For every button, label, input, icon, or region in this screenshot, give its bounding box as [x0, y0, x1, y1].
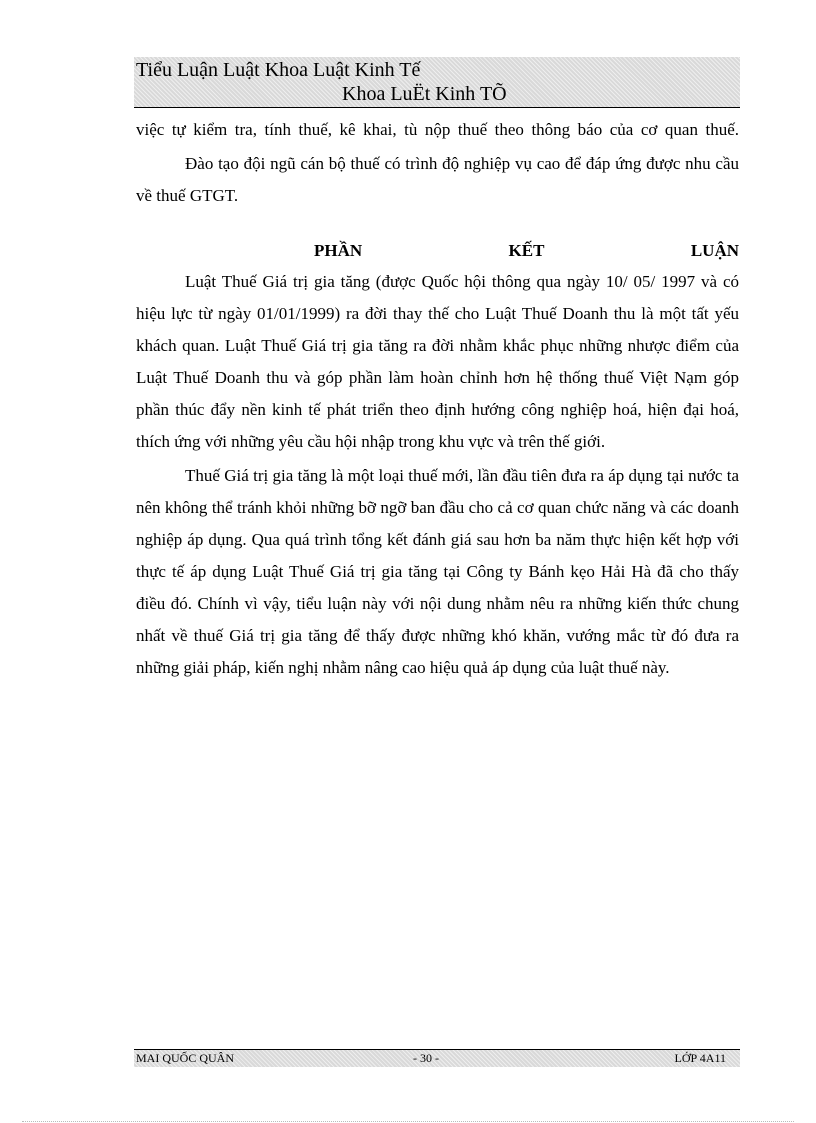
document-body: [136, 114, 739, 684]
paragraph-conclusion-1: Luật Thuế Giá trị gia tăng (được Quốc hội thông qua ngày 10/ 05/ 1997 và có hiệu lực từ ngày 01/01/1999) ra đời thay thế cho Luật Thuế Doanh thu là một tất yếu khách quan. Luật Thuế Giá trị gia tăng ra đời nhằm khắc phục những nhược điểm của Luật Thuế Doanh thu và góp phần làm hoàn chỉnh hơn hệ thống thuế Việt Nạm góp phần thúc đẩy nền kinh tế phát triển theo định hướng công nghiệp hoá, hiện đại hoá, thích ứng với những yêu cầu hội nhập trong khu vực và trên thế giới.: [136, 272, 739, 451]
paragraph-conclusion-2: Thuế Giá trị gia tăng là một loại thuế mới, lần đầu tiên đưa ra áp dụng tại nước ta nên không thể tránh khỏi những bỡ ngỡ ban đầu cho cả cơ quan chức năng và các doanh nghiệp áp dụng. Qua quá trình tổng kết đánh giá sau hơn ba năm thực hiện kết hợp với thực tế áp dụng Luật Thuế Giá trị gia tăng tại Công ty Bánh kẹo Hải Hà đã cho thấy điều đó. Chính vì vậy, tiểu luận này với nội dung nhằm nêu ra những kiến thức chung nhất về thuế Giá trị gia tăng để thấy được những khó khăn, vướng mắc từ đó đưa ra những giải pháp, kiến nghị nhằm nâng cao hiệu quả áp dụng của luật thuế này.: [136, 466, 739, 677]
page-footer: [134, 1049, 740, 1067]
page-bottom-divider: [22, 1121, 794, 1122]
paragraph-continuation: việc tự kiểm tra, tính thuế, kê khai, tù nộp thuế theo thông báo của cơ quan thuế.: [136, 120, 739, 139]
header-title: Tiểu Luận Luật Khoa Luật Kinh Tế: [136, 59, 421, 81]
footer-author: MAI QUỐC QUÂN: [136, 1051, 234, 1065]
heading-word-3: LUẬN: [690, 241, 739, 260]
section-heading: [136, 236, 739, 266]
heading-word-2: KẾT: [508, 241, 545, 260]
footer-class: LỚP 4A11: [674, 1051, 726, 1065]
footer-page-number: - 30 -: [413, 1051, 439, 1065]
page-header: [134, 57, 740, 108]
header-subtitle: Khoa LuËt Kinh TÕ: [342, 83, 507, 105]
paragraph-training: Đào tạo đội ngũ cán bộ thuế có trình độ nghiệp vụ cao để đáp ứng được nhu cầu về thuế GTGT.: [136, 154, 739, 205]
heading-word-1: PHẦN: [314, 241, 363, 260]
